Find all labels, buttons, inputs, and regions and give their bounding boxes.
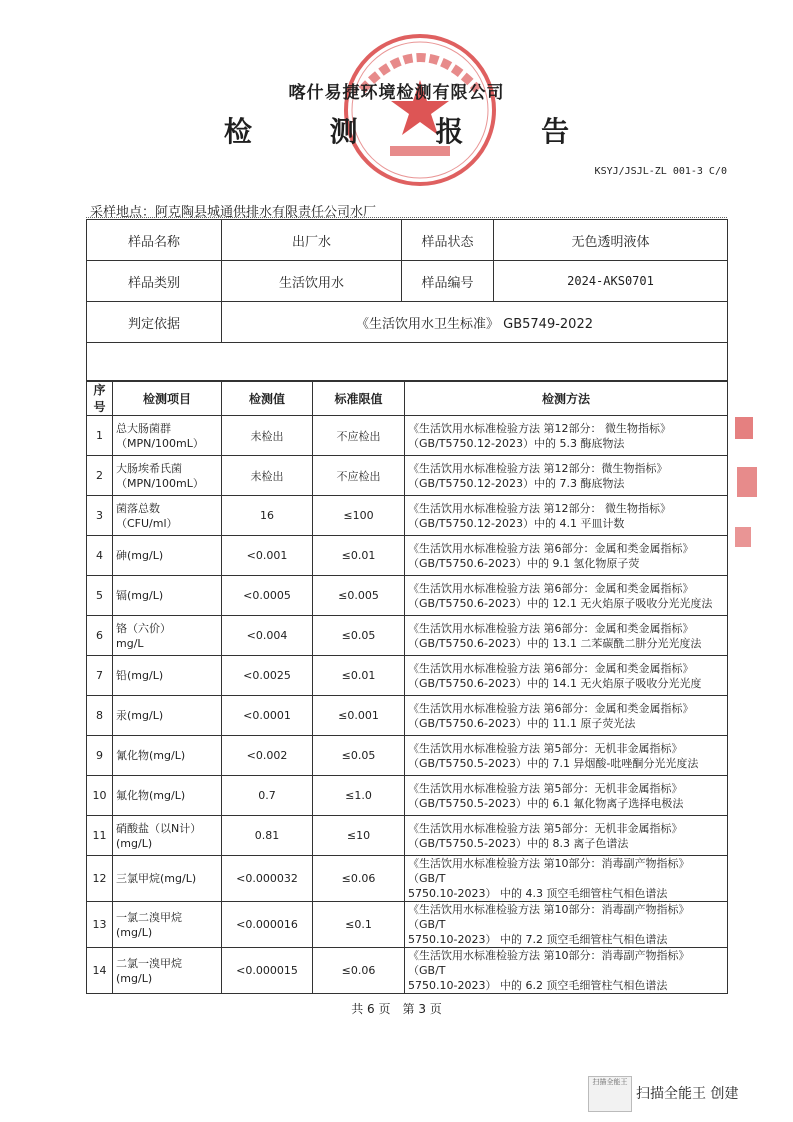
header-no: 序号 — [87, 381, 113, 416]
info-row — [87, 261, 728, 302]
row-no: 10 — [87, 776, 113, 816]
info-row-empty — [87, 343, 728, 382]
row-no: 14 — [87, 948, 113, 994]
row-limit: ≤0.05 — [313, 736, 405, 776]
table-row — [87, 536, 728, 576]
sampling-location-label: 采样地点： — [90, 205, 156, 220]
table-row — [87, 776, 728, 816]
row-no: 6 — [87, 616, 113, 656]
results-table — [86, 380, 728, 994]
row-no: 5 — [87, 576, 113, 616]
row-limit: ≤0.01 — [313, 536, 405, 576]
sample-type-value: 生活饮用水 — [222, 261, 402, 302]
row-no: 12 — [87, 856, 113, 902]
row-method: 《生活饮用水标准检验方法 第6部分：金属和类金属指标》 （GB/T5750.6-2023）中的 12.1 无火焰原子吸收分光光度法 — [405, 576, 728, 616]
sample-info-table — [86, 219, 728, 382]
report-title: 检 测 报 告 — [223, 115, 604, 148]
divider — [86, 217, 727, 218]
header-method: 检测方法 — [405, 381, 728, 416]
row-value: 未检出 — [222, 416, 313, 456]
row-no: 2 — [87, 456, 113, 496]
row-method: 《生活饮用水标准检验方法 第10部分：消毒副产物指标》 （GB/T 5750.10-2023） 中的 4.3 顶空毛细管柱气相色谱法 — [405, 856, 728, 902]
info-row — [87, 220, 728, 261]
sample-name-label: 样品名称 — [87, 220, 222, 261]
scanner-badge: 扫描全能王 — [588, 1076, 632, 1112]
row-item: 氟化物(mg/L) — [113, 776, 222, 816]
header-value: 检测值 — [222, 381, 313, 416]
row-value: <0.000016 — [222, 902, 313, 948]
row-method: 《生活饮用水标准检验方法 第12部分： 微生物指标》 （GB/T5750.12-2023）中的 5.3 酶底物法 — [405, 416, 728, 456]
row-limit: ≤0.06 — [313, 948, 405, 994]
row-method: 《生活饮用水标准检验方法 第5部分：无机非金属指标》 （GB/T5750.5-2023）中的 8.3 离子色谱法 — [405, 816, 728, 856]
row-value: <0.002 — [222, 736, 313, 776]
document-code: KSYJ/JSJL-ZL 001-3 C/0 — [594, 166, 727, 177]
row-value: <0.001 — [222, 536, 313, 576]
table-row — [87, 576, 728, 616]
row-item: 二氯一溴甲烷 (mg/L) — [113, 948, 222, 994]
row-no: 7 — [87, 656, 113, 696]
table-row — [87, 948, 728, 994]
table-row — [87, 416, 728, 456]
sample-no-value: 2024-AKS0701 — [494, 261, 728, 302]
row-no: 13 — [87, 902, 113, 948]
table-row — [87, 656, 728, 696]
row-method: 《生活饮用水标准检验方法 第6部分：金属和类金属指标》 （GB/T5750.6-2023）中的 13.1 二苯碳酰二肼分光光度法 — [405, 616, 728, 656]
row-limit: ≤100 — [313, 496, 405, 536]
basis-label: 判定依据 — [87, 302, 222, 343]
row-limit: ≤10 — [313, 816, 405, 856]
row-value: 未检出 — [222, 456, 313, 496]
row-value: <0.000032 — [222, 856, 313, 902]
header-limit: 标准限值 — [313, 381, 405, 416]
table-row — [87, 616, 728, 656]
edge-stamp-marks — [733, 415, 759, 555]
table-row — [87, 696, 728, 736]
row-value: <0.0025 — [222, 656, 313, 696]
row-item: 镉(mg/L) — [113, 576, 222, 616]
row-method: 《生活饮用水标准检验方法 第6部分：金属和类金属指标》 （GB/T5750.6-2023）中的 11.1 原子荧光法 — [405, 696, 728, 736]
row-limit: 不应检出 — [313, 416, 405, 456]
row-value: <0.000015 — [222, 948, 313, 994]
row-item: 汞(mg/L) — [113, 696, 222, 736]
row-value: <0.004 — [222, 616, 313, 656]
row-item: 大肠埃希氏菌 （MPN/100mL） — [113, 456, 222, 496]
row-limit: ≤1.0 — [313, 776, 405, 816]
scanner-watermark: 扫描全能王 创建 — [636, 1086, 739, 1102]
row-item: 砷(mg/L) — [113, 536, 222, 576]
row-no: 8 — [87, 696, 113, 736]
row-no: 4 — [87, 536, 113, 576]
row-value: 0.81 — [222, 816, 313, 856]
row-item: 氰化物(mg/L) — [113, 736, 222, 776]
row-item: 铅(mg/L) — [113, 656, 222, 696]
row-limit: ≤0.05 — [313, 616, 405, 656]
row-limit: ≤0.06 — [313, 856, 405, 902]
basis-value: 《生活饮用水卫生标准》 GB5749-2022 — [222, 302, 728, 343]
table-row — [87, 902, 728, 948]
empty-cell — [87, 343, 728, 382]
table-row — [87, 496, 728, 536]
table-row — [87, 816, 728, 856]
row-value: <0.0001 — [222, 696, 313, 736]
row-method: 《生活饮用水标准检验方法 第6部分：金属和类金属指标》 （GB/T5750.6-2023）中的 14.1 无火焰原子吸收分光光度 — [405, 656, 728, 696]
row-item: 铬（六价） mg/L — [113, 616, 222, 656]
row-limit: ≤0.005 — [313, 576, 405, 616]
row-limit: ≤0.001 — [313, 696, 405, 736]
row-item: 总大肠菌群 （MPN/100mL） — [113, 416, 222, 456]
info-row — [87, 302, 728, 343]
row-value: 0.7 — [222, 776, 313, 816]
current-page: 第 3 页 — [402, 1002, 442, 1016]
row-method: 《生活饮用水标准检验方法 第5部分：无机非金属指标》 （GB/T5750.5-2023）中的 6.1 氟化物离子选择电极法 — [405, 776, 728, 816]
row-method: 《生活饮用水标准检验方法 第6部分：金属和类金属指标》 （GB/T5750.6-2023）中的 9.1 氢化物原子荧 — [405, 536, 728, 576]
results-header-row — [87, 381, 728, 416]
row-value: <0.0005 — [222, 576, 313, 616]
row-item: 硝酸盐（以N计） (mg/L) — [113, 816, 222, 856]
row-limit: ≤0.1 — [313, 902, 405, 948]
row-item: 一氯二溴甲烷 (mg/L) — [113, 902, 222, 948]
table-row — [87, 736, 728, 776]
header-item: 检测项目 — [113, 381, 222, 416]
row-no: 11 — [87, 816, 113, 856]
table-row — [87, 856, 728, 902]
sample-state-value: 无色透明液体 — [494, 220, 728, 261]
sample-state-label: 样品状态 — [402, 220, 494, 261]
row-method: 《生活饮用水标准检验方法 第10部分：消毒副产物指标》 （GB/T 5750.10-2023） 中的 6.2 顶空毛细管柱气相色谱法 — [405, 948, 728, 994]
total-pages: 共 6 页 — [351, 1002, 391, 1016]
table-row — [87, 456, 728, 496]
row-limit: 不应检出 — [313, 456, 405, 496]
row-limit: ≤0.01 — [313, 656, 405, 696]
page-footer — [0, 1000, 793, 1017]
row-no: 1 — [87, 416, 113, 456]
row-item: 菌落总数 （CFU/ml） — [113, 496, 222, 536]
sample-no-label: 样品编号 — [402, 261, 494, 302]
row-value: 16 — [222, 496, 313, 536]
row-no: 3 — [87, 496, 113, 536]
sampling-location-value: 阿克陶县城通供排水有限责任公司水厂 — [155, 205, 377, 220]
row-method: 《生活饮用水标准检验方法 第12部分：微生物指标》 （GB/T5750.12-2023）中的 7.3 酶底物法 — [405, 456, 728, 496]
sample-name-value: 出厂水 — [222, 220, 402, 261]
row-item: 三氯甲烷(mg/L) — [113, 856, 222, 902]
company-name: 喀什易捷环境检测有限公司 — [288, 83, 505, 103]
row-method: 《生活饮用水标准检验方法 第10部分：消毒副产物指标》 （GB/T 5750.10-2023） 中的 7.2 顶空毛细管柱气相色谱法 — [405, 902, 728, 948]
row-no: 9 — [87, 736, 113, 776]
row-method: 《生活饮用水标准检验方法 第5部分：无机非金属指标》 （GB/T5750.5-2023）中的 7.1 异烟酸-吡唑酮分光光度法 — [405, 736, 728, 776]
sample-type-label: 样品类别 — [87, 261, 222, 302]
row-method: 《生活饮用水标准检验方法 第12部分： 微生物指标》 （GB/T5750.12-2023）中的 4.1 平皿计数 — [405, 496, 728, 536]
